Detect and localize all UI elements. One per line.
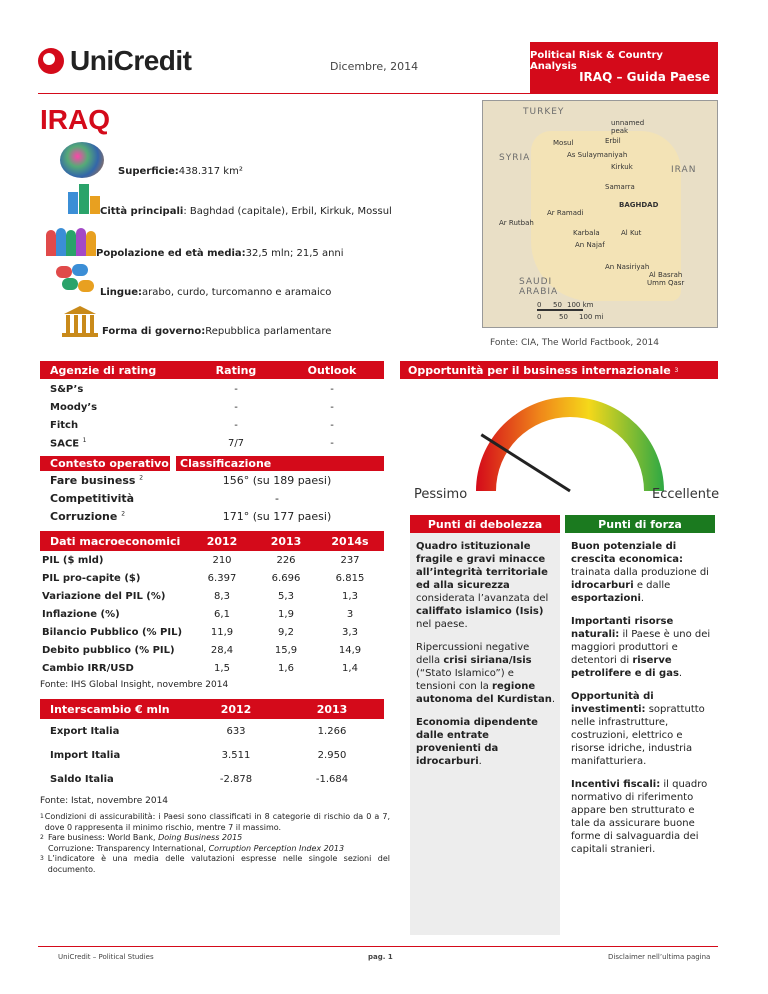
cell: Variazione del PIL (%) — [42, 590, 166, 602]
scale-label: 50 — [553, 301, 562, 309]
speech-bubbles-icon — [56, 264, 98, 296]
footer-left: UniCredit – Political Studies — [58, 953, 154, 961]
map-label: Al Kut — [621, 229, 642, 237]
ratings-header — [40, 361, 384, 379]
opportunity-gauge — [440, 386, 700, 496]
footer-right: Disclaimer nell’ultima pagina — [608, 953, 711, 961]
map-label: Ar Ramadi — [547, 209, 584, 217]
logo-text: UniCredit — [70, 45, 192, 76]
footer-divider — [38, 946, 718, 947]
table-row — [40, 623, 384, 641]
scale-bar — [537, 309, 583, 311]
cell: 15,9 — [274, 644, 298, 656]
document-date: Dicembre, 2014 — [330, 60, 419, 73]
info-population — [96, 248, 344, 259]
info-label: Superficie: — [118, 166, 179, 177]
map-label: Umm Qasr — [647, 279, 685, 287]
cell: 7/7 — [227, 437, 245, 449]
series-title: Political Risk & Country Analysis — [530, 50, 663, 72]
cell: 156° (su 189 paesi) — [222, 473, 332, 487]
cell: 1,6 — [278, 662, 294, 674]
cell: Bilancio Pubblico (% PIL) — [42, 626, 183, 638]
weak-header: Punti di debolezza — [410, 515, 560, 533]
col-header: 2012 — [206, 534, 238, 548]
page-number: pag. 1 — [368, 953, 393, 961]
cell: 3 — [346, 608, 354, 620]
cell: Saldo Italia — [50, 773, 114, 785]
table-row — [40, 398, 384, 416]
footnote: 1 Condizioni di assicurabilità: i Paesi sono classificati in 8 categorie di rischio da 0 a 7, dove 0 rappresenta il minimo rischio, mentre 7 il massimo. — [40, 812, 390, 832]
info-label: Città principali — [100, 206, 184, 217]
col-header: Classificazione — [176, 456, 384, 471]
cell: -1.684 — [315, 773, 349, 785]
col-header: Contesto operativo — [40, 456, 170, 471]
trade-source: Fonte: Istat, novembre 2014 — [40, 796, 169, 806]
info-government — [102, 326, 331, 337]
map-label: Kirkuk — [611, 163, 633, 171]
strong-item: Buon potenziale di crescita economica: trainata dalla produzione di idrocarburi e dalle esportazioni. — [571, 541, 709, 604]
scale-label: 50 — [559, 313, 568, 321]
cell: Debito pubblico (% PIL) — [42, 644, 175, 656]
country-title: IRAQ — [40, 104, 110, 135]
map-label: Al Basrah — [649, 271, 683, 279]
table-row — [40, 489, 384, 507]
cell: 171° (su 177 paesi) — [222, 509, 332, 523]
weak-item: Quadro istituzionale fragile e gravi minacce all’integrità territoriale ed alla sicurezza considerata l’avanzata del califfato islamico (Isis) nel paese. — [416, 541, 549, 630]
unicredit-logo — [38, 44, 208, 78]
map-label: An Najaf — [575, 241, 605, 249]
scale-label: 0 — [537, 313, 542, 321]
globe-icon — [60, 142, 104, 178]
map-label: IRAN — [671, 165, 697, 175]
cell: Export Italia — [50, 725, 120, 737]
col-header: Interscambio € mln — [50, 702, 170, 716]
info-languages — [100, 287, 331, 298]
col-header: Agenzie di rating — [50, 363, 157, 377]
col-header: Rating — [215, 363, 257, 377]
map-label: TURKEY — [523, 107, 565, 117]
info-value: 438.317 km² — [178, 166, 243, 177]
map-label: Mosul — [553, 139, 574, 147]
temple-icon — [62, 306, 98, 338]
gauge-low-label: Pessimo — [414, 487, 468, 502]
weak-item: Economia dipendente dalle entrate provenienti da idrocarburi. — [416, 717, 538, 767]
header-divider — [38, 93, 718, 94]
scale-label: 100 km — [567, 301, 594, 309]
cell: Import Italia — [50, 749, 121, 761]
col-header: 2013 — [270, 534, 302, 548]
cell: 6.397 — [207, 572, 237, 584]
buildings-icon — [68, 184, 102, 214]
cell: 237 — [340, 554, 360, 566]
cell: 633 — [226, 725, 246, 737]
cell: - — [330, 437, 334, 449]
macro-header — [40, 531, 384, 551]
table-row — [40, 659, 384, 677]
cell: PIL pro-capite ($) — [42, 572, 141, 584]
table-row — [40, 380, 384, 398]
cell: 6,1 — [214, 608, 230, 620]
table-row — [40, 767, 384, 791]
cell: -2.878 — [219, 773, 253, 785]
macro-source: Fonte: IHS Global Insight, novembre 2014 — [40, 680, 229, 690]
cell: - — [234, 419, 238, 431]
cell: 210 — [212, 554, 232, 566]
scale-label: 0 — [537, 301, 542, 309]
footnote: 2 Fare business: World Bank, Doing Business 2015 — [40, 833, 243, 842]
cell: - — [330, 419, 334, 431]
cell: 8,3 — [214, 590, 230, 602]
footnote-ref: 2 — [121, 509, 126, 517]
info-label: Forma di governo: — [102, 326, 206, 337]
strong-item: Importanti risorse naturali: il Paese è uno dei maggiori produttori e detentori di riserve petrolifere e di gas. — [571, 616, 711, 679]
col-header: Dati macroeconomici — [50, 534, 181, 548]
strong-header: Punti di forza — [565, 515, 715, 533]
map-source: Fonte: CIA, The World Factbook, 2014 — [490, 338, 660, 348]
strong-points — [571, 540, 711, 866]
cell: Fare business — [50, 473, 136, 487]
opportunity-header — [400, 361, 718, 379]
gauge-high-label: Eccellente — [652, 487, 720, 502]
weak-item: Ripercussioni negative della crisi siriana/Isis (“Stato Islamico”) e tensioni con la regione autonoma del Kurdistan. — [416, 642, 556, 705]
col-header: 2012 — [220, 702, 252, 716]
table-row — [40, 507, 384, 525]
map-label: SAUDI ARABIA — [519, 277, 559, 297]
cell: - — [234, 383, 238, 395]
cell: - — [330, 383, 334, 395]
cell: 6.815 — [335, 572, 365, 584]
trade-table — [40, 719, 384, 791]
people-icon — [46, 226, 96, 256]
cell: 11,9 — [210, 626, 234, 638]
cell: 3.511 — [221, 749, 251, 761]
cell: 3,3 — [342, 626, 358, 638]
cell: - — [234, 401, 238, 413]
footnote-ref: 2 — [139, 473, 144, 481]
cell: S&P’s — [50, 383, 84, 395]
map-label: unnamed peak — [611, 119, 645, 135]
cell: 14,9 — [338, 644, 362, 656]
cell: - — [275, 491, 279, 505]
info-value: Repubblica parlamentare — [205, 326, 332, 337]
info-label: Lingue: — [100, 287, 142, 298]
map-label: Karbala — [573, 229, 600, 237]
map-label: Samarra — [605, 183, 635, 191]
footnotes — [40, 812, 390, 875]
cell: 9,2 — [278, 626, 294, 638]
unicredit-logo-icon — [38, 48, 64, 74]
table-row — [40, 743, 384, 767]
cell: 226 — [276, 554, 296, 566]
map-label: SYRIA — [499, 153, 531, 163]
table-row — [40, 434, 384, 452]
trade-header — [40, 699, 384, 719]
cell: PIL ($ mld) — [42, 554, 104, 566]
cell: SACE — [50, 438, 80, 450]
cell: 2.950 — [317, 749, 347, 761]
opportunity-title: Opportunità per il business internazionale — [408, 363, 671, 377]
table-row — [40, 641, 384, 659]
col-header: 2013 — [316, 702, 348, 716]
table-row — [40, 587, 384, 605]
cell: Moody’s — [50, 401, 98, 413]
footnote-ref: 1 — [82, 436, 87, 444]
cell: 1.266 — [317, 725, 347, 737]
gauge-arc — [476, 397, 664, 491]
info-label: Popolazione ed età media: — [96, 248, 246, 259]
cell: 28,4 — [210, 644, 234, 656]
map-label: Erbil — [605, 137, 621, 145]
cell: Competitività — [50, 491, 135, 505]
doc-title: IRAQ – Guida Paese — [579, 70, 710, 84]
cell: 1,5 — [214, 662, 230, 674]
info-value: arabo, curdo, turcomanno e aramaico — [141, 287, 332, 298]
cell: - — [330, 401, 334, 413]
table-row — [40, 605, 384, 623]
table-row — [40, 719, 384, 743]
cell: Cambio IRR/USD — [42, 662, 134, 674]
strong-item: Opportunità di investimenti: soprattutto nelle infrastrutture, costruzioni, elettrico e risorse idriche, industria manifatturiera. — [571, 691, 705, 767]
header-banner — [530, 42, 718, 94]
weak-points — [416, 540, 556, 778]
map-label: BAGHDAD — [619, 201, 659, 209]
table-row — [40, 551, 384, 569]
map-label: An Nasiriyah — [605, 263, 650, 271]
col-header: Outlook — [307, 363, 357, 377]
macro-table — [40, 551, 384, 677]
ratings-table — [40, 380, 384, 452]
info-cities — [100, 206, 392, 217]
operating-table — [40, 471, 384, 525]
iraq-map — [482, 100, 718, 328]
footnote: Corruzione: Transparency International, Corruption Perception Index 2013 — [48, 843, 345, 853]
cell: 1,3 — [342, 590, 358, 602]
table-row — [40, 569, 384, 587]
col-header: 2014s — [331, 534, 369, 548]
operating-header — [40, 456, 384, 471]
info-value: : Baghdad (capitale), Erbil, Kirkuk, Mossul — [183, 206, 392, 217]
footnote-ref: 3 — [674, 366, 679, 374]
table-row — [40, 416, 384, 434]
table-row — [40, 471, 384, 489]
scale-label: 100 mi — [579, 313, 604, 321]
cell: 5,3 — [278, 590, 294, 602]
info-surface — [118, 166, 243, 177]
map-label: Ar Rutbah — [499, 219, 534, 227]
cell: 1,4 — [342, 662, 358, 674]
cell: 1,9 — [278, 608, 294, 620]
cell: Fitch — [50, 419, 79, 431]
cell: 6.696 — [271, 572, 301, 584]
cell: Inflazione (%) — [42, 608, 120, 620]
map-label: As Sulaymaniyah — [567, 151, 628, 159]
footnote: 3 L’indicatore è una media delle valutazioni espresse nelle singole sezioni del documento. — [40, 854, 390, 874]
info-value: 32,5 mln; 21,5 anni — [245, 248, 344, 259]
cell: Corruzione — [50, 509, 118, 523]
strong-item: Incentivi fiscali: il quadro normativo di riferimento appare ben strutturato e tale da assicurare buone forme di salvaguardia dei capitali stranieri. — [571, 779, 708, 855]
